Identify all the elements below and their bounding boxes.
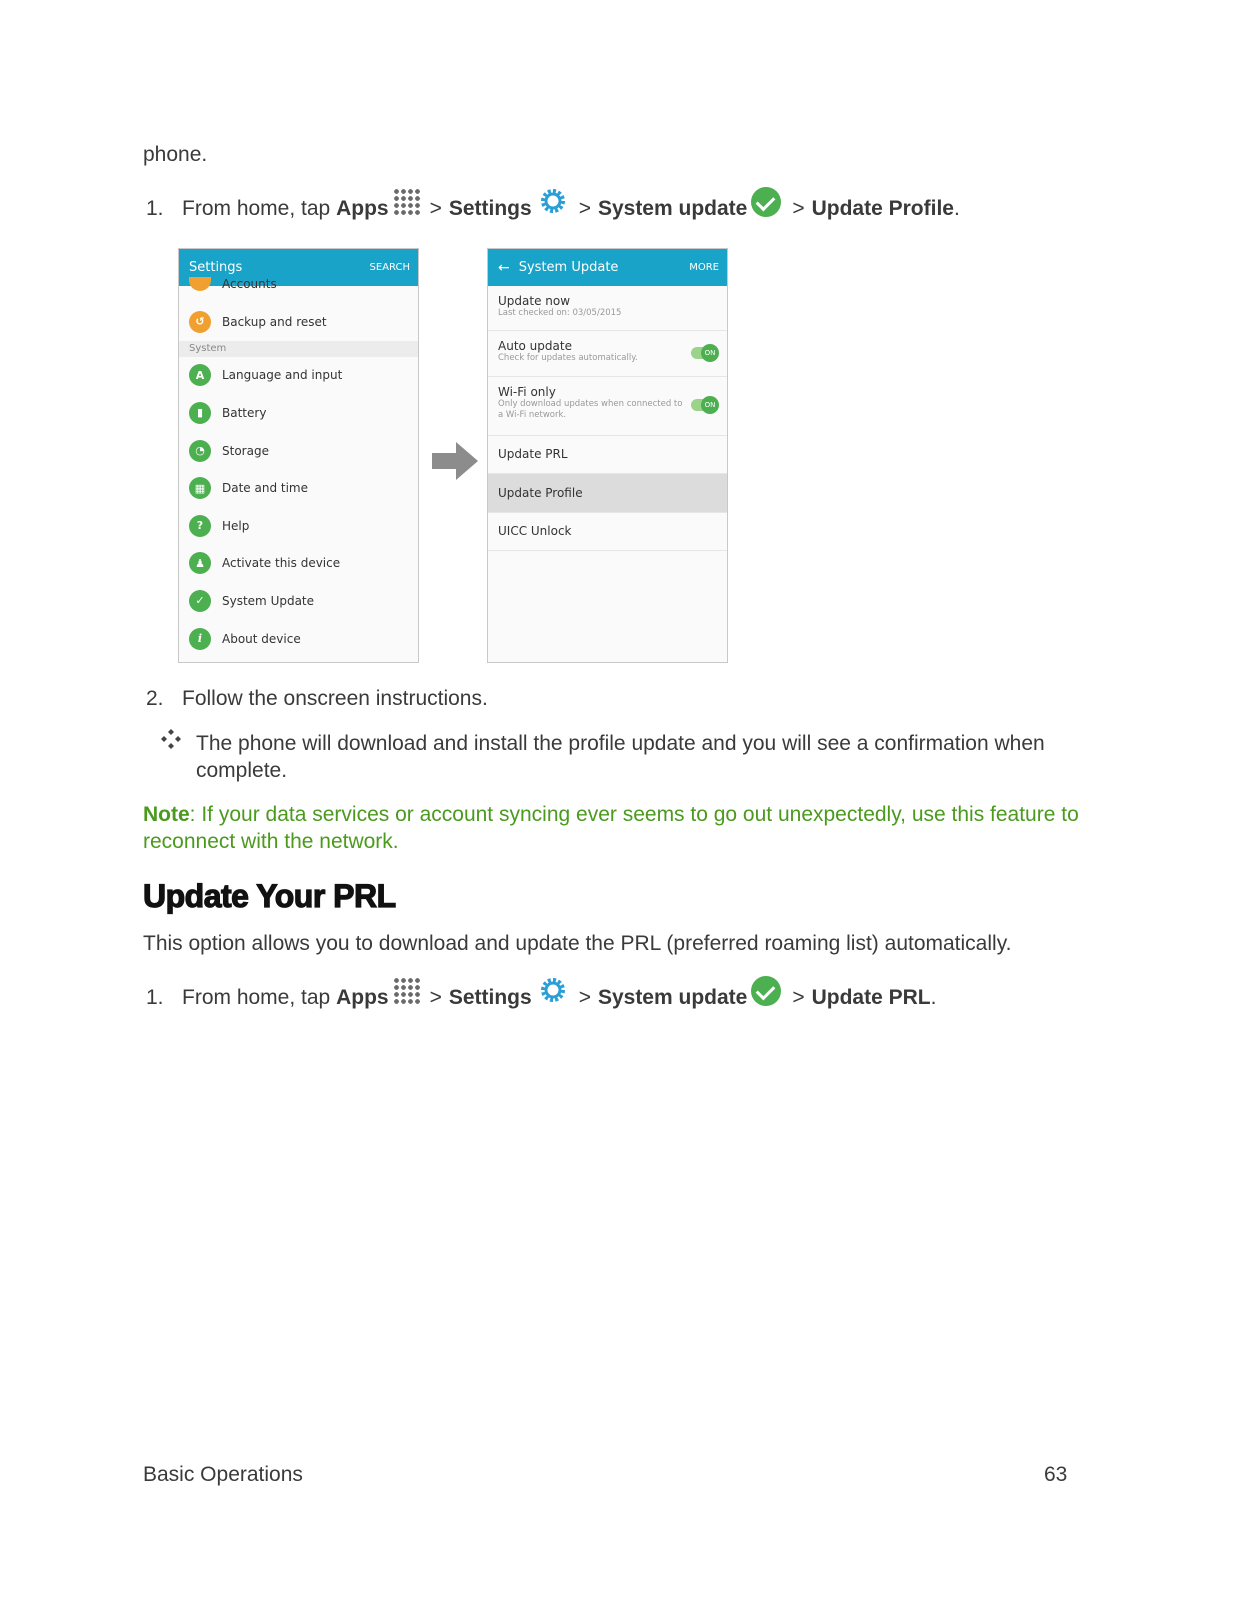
row-sub: Check for updates automatically. (498, 353, 638, 363)
row-label: Update Profile (498, 486, 583, 500)
update-prl-label: Update PRL (811, 985, 931, 1009)
settings-item-date-time[interactable] (179, 469, 418, 507)
step-1: 1. From home, tap Apps > Settings > System update > Update Profile . (146, 186, 960, 230)
system-update-label: System update (597, 985, 748, 1009)
settings-screen (178, 248, 419, 663)
help-icon: ? (189, 515, 211, 537)
settings-item-label: Language and input (222, 368, 343, 383)
settings-item-battery[interactable] (179, 394, 418, 432)
update-now-row[interactable] (488, 286, 727, 331)
settings-item-system-update[interactable] (179, 582, 418, 620)
settings-item-label: Help (222, 518, 250, 533)
wifi-only-toggle[interactable] (691, 399, 717, 411)
note-paragraph (143, 801, 1093, 855)
system-update-label: System update (597, 196, 748, 220)
settings-item-backup[interactable] (179, 303, 418, 341)
note-text: : If your data services or account syncing ever seems to go out unexpectedly, use this feature to reconnect with the network. (143, 803, 1079, 853)
settings-item-language[interactable] (179, 357, 418, 395)
settings-item-label: System Update (222, 593, 315, 608)
search-action[interactable]: SEARCH (369, 262, 410, 273)
step-prl-1: 1. From home, tap Apps > Settings > System update > Update PRL . (146, 975, 936, 1019)
uicc-unlock-row[interactable] (488, 513, 727, 551)
section-heading: Update Your PRL (143, 878, 396, 914)
accounts-icon (189, 277, 211, 291)
settings-label: Settings (448, 985, 532, 1009)
update-prl-row[interactable] (488, 436, 727, 474)
settings-item-about[interactable] (179, 620, 418, 658)
system-update-check-icon (751, 187, 781, 217)
calendar-icon: ▦ (189, 477, 211, 499)
note-label: Note (143, 803, 190, 826)
settings-item-label: Date and time (222, 481, 308, 496)
intro-text: phone. (143, 143, 208, 166)
wifi-only-row[interactable] (488, 377, 727, 436)
settings-item-label: About device (222, 631, 301, 646)
row-label: Update now (498, 294, 571, 308)
row-label: Wi-Fi only (498, 385, 556, 399)
accounts-item[interactable]: Accounts (222, 277, 277, 291)
step-prefix: From home, tap (182, 196, 331, 220)
right-arrow-icon (430, 440, 480, 482)
settings-item-activate[interactable] (179, 545, 418, 583)
system-update-title: System Update (518, 260, 619, 275)
settings-item-storage[interactable] (179, 432, 418, 470)
settings-item-help[interactable] (179, 507, 418, 545)
bullet-text: The phone will download and install the profile update and you will see a confirmation when complete. (196, 732, 1045, 782)
row-label: UICC Unlock (498, 524, 572, 538)
step-number: 1. (146, 196, 164, 220)
system-section-header: System (179, 341, 418, 357)
auto-update-row[interactable] (488, 331, 727, 377)
system-update-check-icon (751, 976, 781, 1006)
row-sub: Last checked on: 03/05/2015 (498, 308, 622, 318)
page-number: 63 (1044, 1463, 1068, 1486)
row-label: Auto update (498, 339, 572, 353)
section-description: This option allows you to download and update the PRL (preferred roaming list) automatically. (143, 932, 1012, 955)
step-2 (146, 685, 488, 712)
settings-gear-icon (538, 186, 568, 216)
system-update-app-bar (488, 249, 727, 286)
system-update-screen (487, 248, 728, 663)
settings-label: Settings (448, 196, 532, 220)
step-number: 2. (146, 687, 164, 710)
row-sub: Only download updates when connected to a Wi-Fi network. (498, 399, 683, 420)
step-prefix: From home, tap (182, 985, 331, 1009)
more-action[interactable]: MORE (689, 262, 719, 273)
apps-label: Apps (336, 196, 389, 220)
step-number: 1. (146, 985, 164, 1009)
step-text: Follow the onscreen instructions. (182, 687, 488, 710)
storage-icon: ◔ (189, 440, 211, 462)
settings-item-label: Backup and reset (222, 314, 327, 329)
info-icon: i (189, 628, 211, 650)
check-icon: ✓ (189, 590, 211, 612)
apps-grid-icon (393, 188, 421, 216)
footer-section: Basic Operations (143, 1463, 303, 1486)
update-profile-row[interactable] (488, 474, 727, 513)
activate-icon: ♟ (189, 552, 211, 574)
auto-update-toggle[interactable] (691, 347, 717, 359)
back-arrow-icon[interactable]: ← (498, 259, 510, 276)
settings-item-label: Storage (222, 443, 269, 458)
settings-item-label: Battery (222, 405, 267, 420)
apps-grid-icon (393, 977, 421, 1005)
language-icon: A (189, 364, 211, 386)
diamond-bullet-icon (160, 728, 182, 750)
settings-item-label: Activate this device (222, 556, 341, 571)
settings-gear-icon (538, 975, 568, 1005)
battery-icon: ▮ (189, 402, 211, 424)
row-label: Update PRL (498, 447, 568, 461)
apps-label: Apps (336, 985, 389, 1009)
backup-icon: ↺ (189, 311, 211, 333)
settings-title: Settings (189, 260, 243, 275)
update-profile-label: Update Profile (811, 196, 954, 220)
